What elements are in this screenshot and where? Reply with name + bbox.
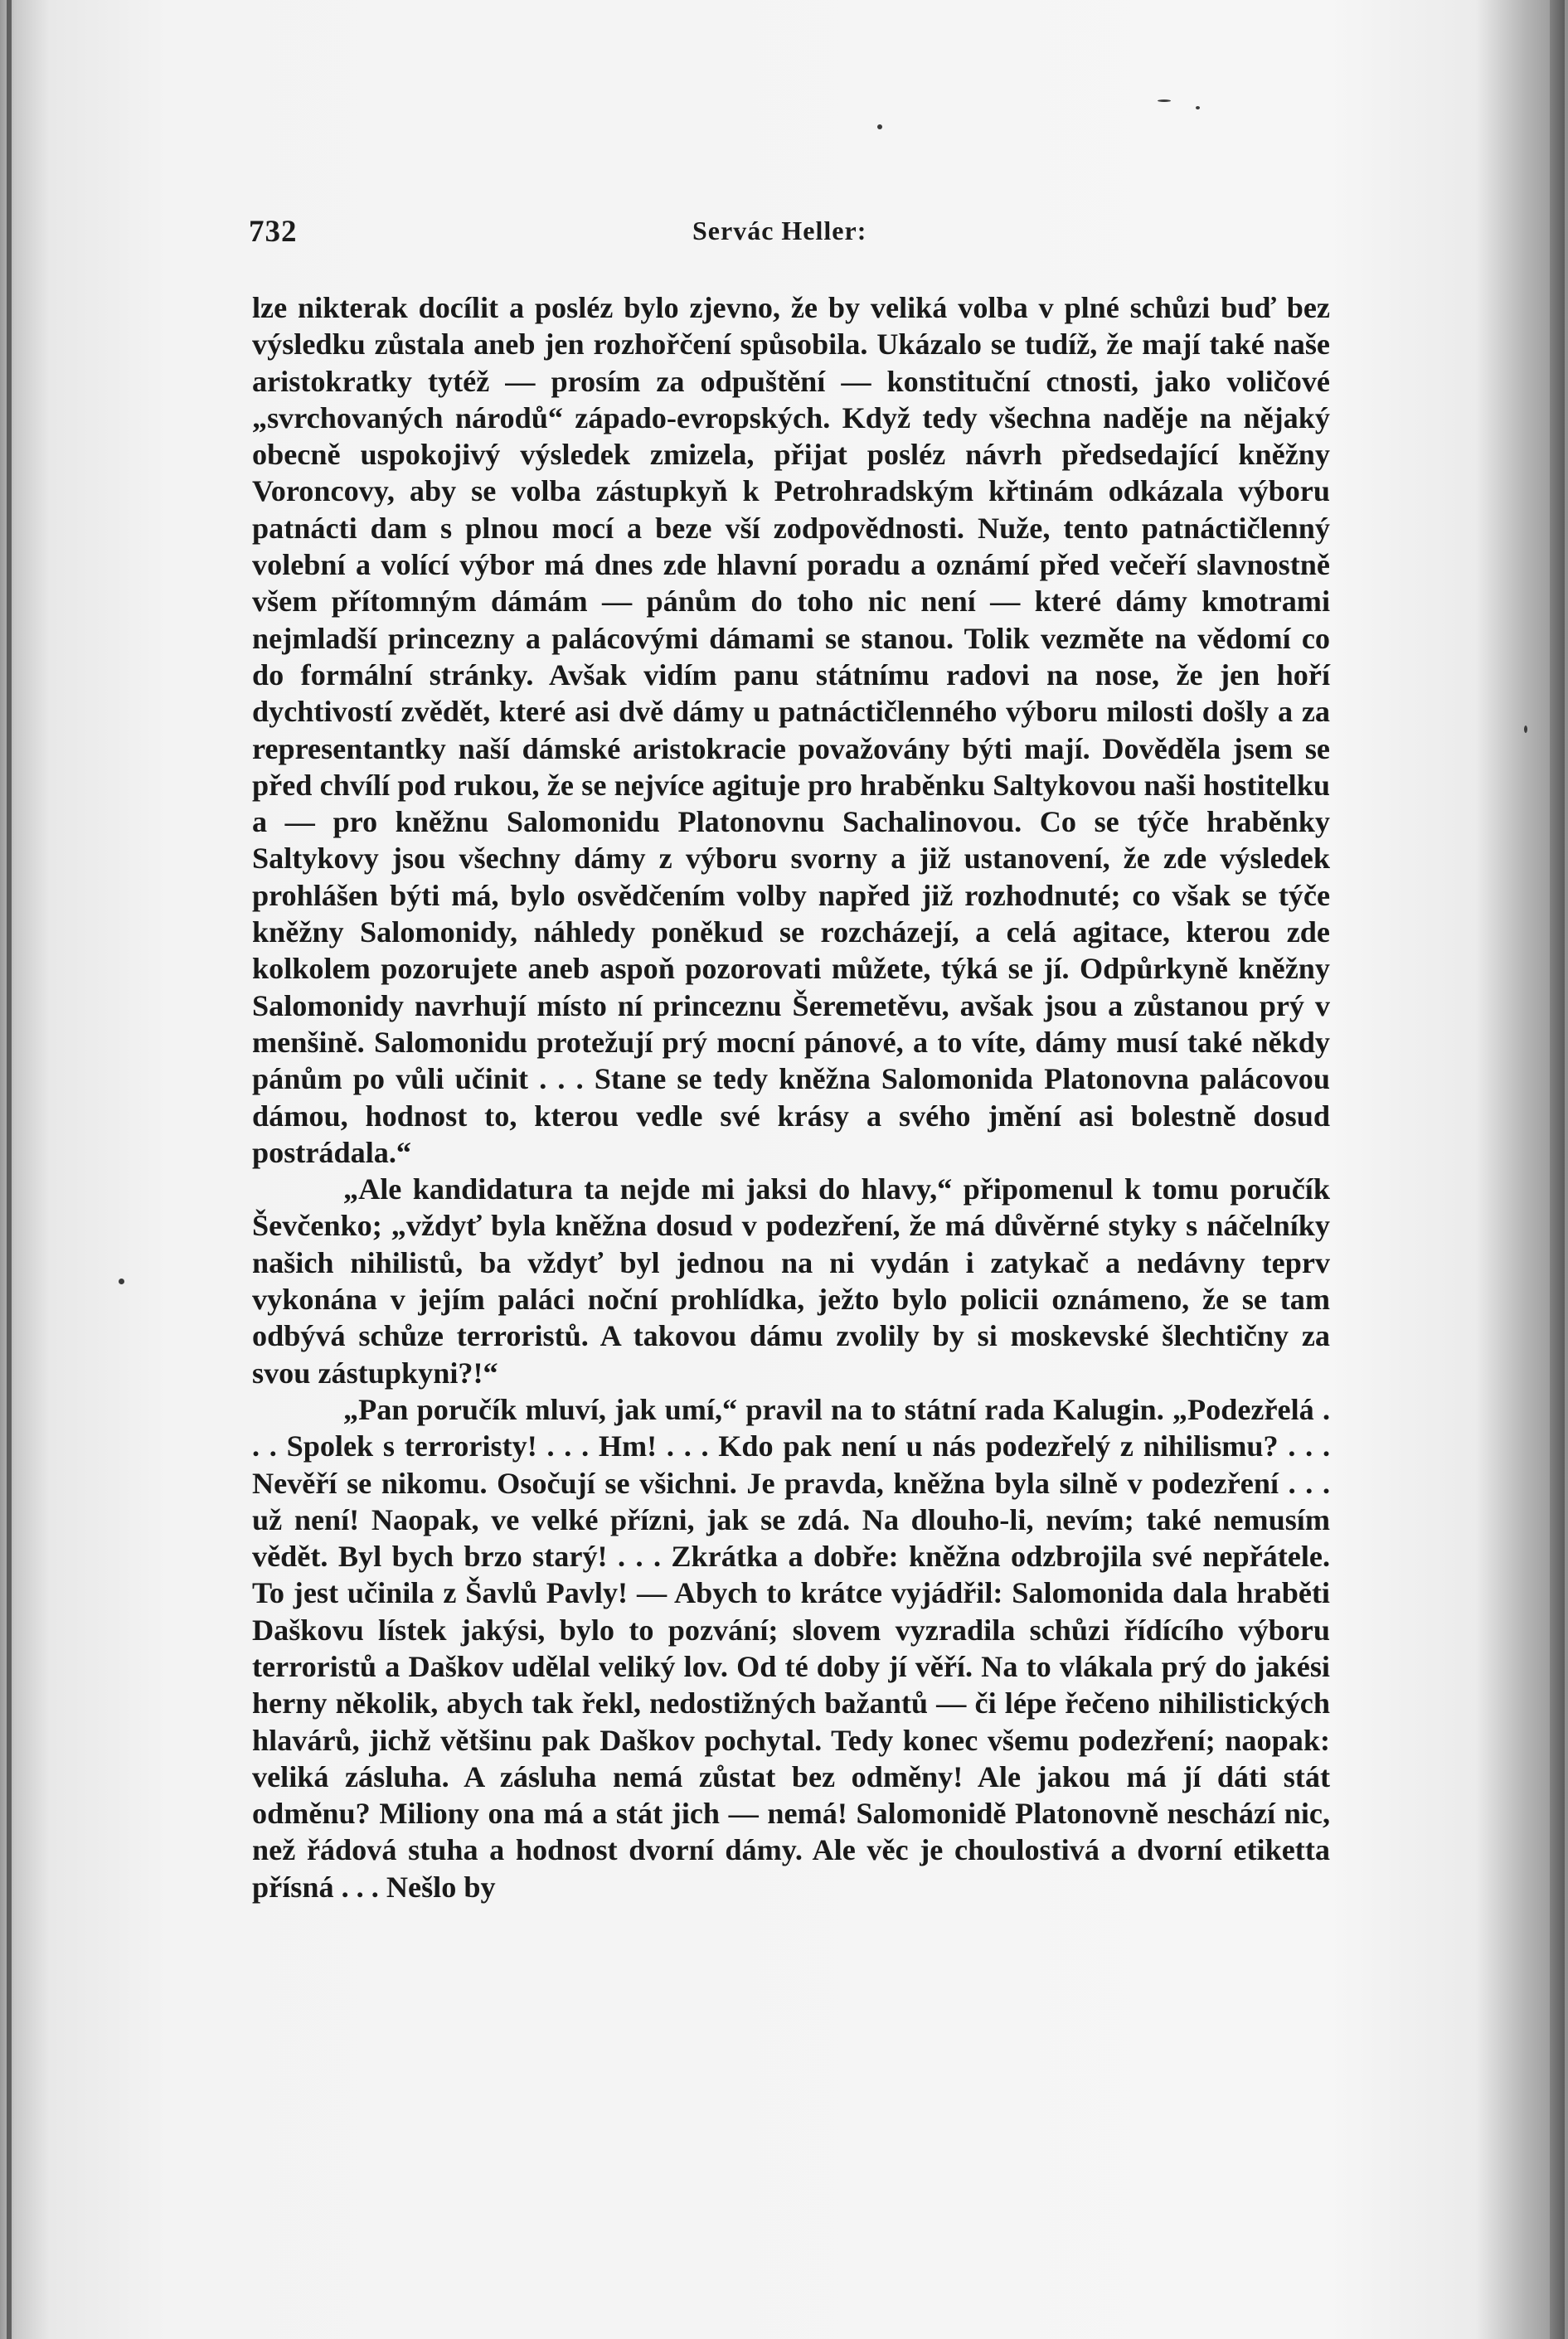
page-number: 732 xyxy=(249,215,298,249)
body-text xyxy=(252,289,1330,1905)
running-head xyxy=(249,214,1328,252)
paragraph-kalugin: „Pan poručík mluví, jak umí,“ pravil na to státní rada Kalugin. „Podezřelá . . . Spolek s terroristy! . . . Hm! . . . Kdo pak není u nás podezřelý z nihilismu? . . . Nevěří se nikomu. Osočují se všichni. Je pravda, kněžna byla silně v podezření . . . už není! Naopak, ve velké přízni, jak se zdá. Na dlouho-li, nevím; také nemusím vědět. Byl bych brzo starý! . . . Zkrátka a dobře: kněžna odzbrojila své nepřátele. To jest učinila z Šavlů Pavly! — Abych to krátce vyjádřil: Salomonida dala hraběti Daškovu lístek jakýsi, bylo to pozvání; slovem vyzradila schůzi řídícího výboru terroristů a Daškov udělal veliký lov. Od té doby jí věří. Na to vlákala prý do jakési herny několik, abych tak řekl, nedostižných bažantů — či lépe řečeno nihilistických hlavárů, jichž většinu pak Daškov pochytal. Tedy konec všemu podezření; naopak: veliká zásluha. A zásluha nemá zůstat bez odměny! Ale jakou má jí dáti stát odměnu? Miliony ona má a stát jich — nemá! Salomonidě Platonovně neschází nic, než řádová stuha a hodnost dvorní dámy. Ale věc je choulostivá a dvorní etiketta přísná . . . Nešlo by xyxy=(252,1392,1330,1904)
scan-speck xyxy=(119,1279,124,1284)
scan-speck xyxy=(1524,725,1527,733)
scan-speck xyxy=(877,124,882,129)
running-title: Servác Heller: xyxy=(692,216,867,245)
scan-speck xyxy=(1158,99,1171,102)
paragraph-narration: lze nikterak docílit a posléz bylo zjevno, že by veliká volba v plné schůzi buď bez výsledku zůstala aneb jen rozhořčení spůsobila. Ukázalo se tudíž, že mají také naše aristokratky tytéž — prosím za odpuštění — konstituční ctnosti, jako voličové „svrchovaných národů“ západo-evropských. Když tedy všechna naděje na nějaký obecně uspokojivý výsledek zmizela, přijat posléz návrh předsedající kněžny Voroncovy, aby se volba zástupkyň k Petrohradským křtinám odkázala výboru patnácti dam s plnou mocí a beze vší zodpovědnosti. Nuže, tento patnáctičlenný volební a volící výbor má dnes zde hlavní poradu a oznámí před večeří slavnostně všem přítomným dámám — pánům do toho nic není — které dámy kmotrami nejmladší princezny a palácovými dámami se stanou. Tolik vezměte na vědomí co do formální stránky. Avšak vidím panu státnímu radovi na nose, že jen hoří dychtivostí zvědět, které asi dvě dámy u patnáctičlenného výboru milosti došly a za representantky naší dámské aristokracie považovány býti mají. Dověděla jsem se před chvílí pod rukou, že se nejvíce agituje pro hraběnku Saltykovou naši hostitelku a — pro kněžnu Salomonidu Platonovnu Sachalinovou. Co se týče hraběnky Saltykovy jsou všechny dámy z výboru svorny a již ustanovení, že zde výsledek prohlášen býti má, bylo osvědčením volby napřed již rozhodnuté; co však se týče kněžny Salomonidy, náhledy poněkud se rozcházejí, a celá agitace, kterou zde kolkolem pozorujete aneb aspoň pozorovati můžete, týká se jí. Odpůrkyně kněžny Salomonidy navrhují místo ní princeznu Šeremetěvu, avšak jsou a zůstanou prý v menšině. Salomonidu protežují prý mocní pánové, a to víte, dámy musí také někdy pánům po vůli učinit . . . Stane se tedy kněžna Salomonida Platonovna palácovou dámou, hodnost to, kterou vedle své krásy a svého jmění asi bolestně dosud postrádala.“ xyxy=(252,291,1330,1169)
paragraph-sevcenko: „Ale kandidatura ta nejde mi jaksi do hlavy,“ připomenul k tomu poručík Ševčenko; „vždyť byla kněžna dosud v podezření, že má důvěrné styky s náčelníky našich nihilistů, ba vždyť byl jednou na ni vydán i zatykač a nedávny teprv vykonána v jejím paláci noční prohlídka, ježto bylo policii oznámeno, že se tam odbývá schůze terroristů. A takovou dámu zvolily by si moskevské šlechtičny za svou zástupkyni?!“ xyxy=(252,1172,1330,1390)
scan-speck xyxy=(1196,106,1200,109)
